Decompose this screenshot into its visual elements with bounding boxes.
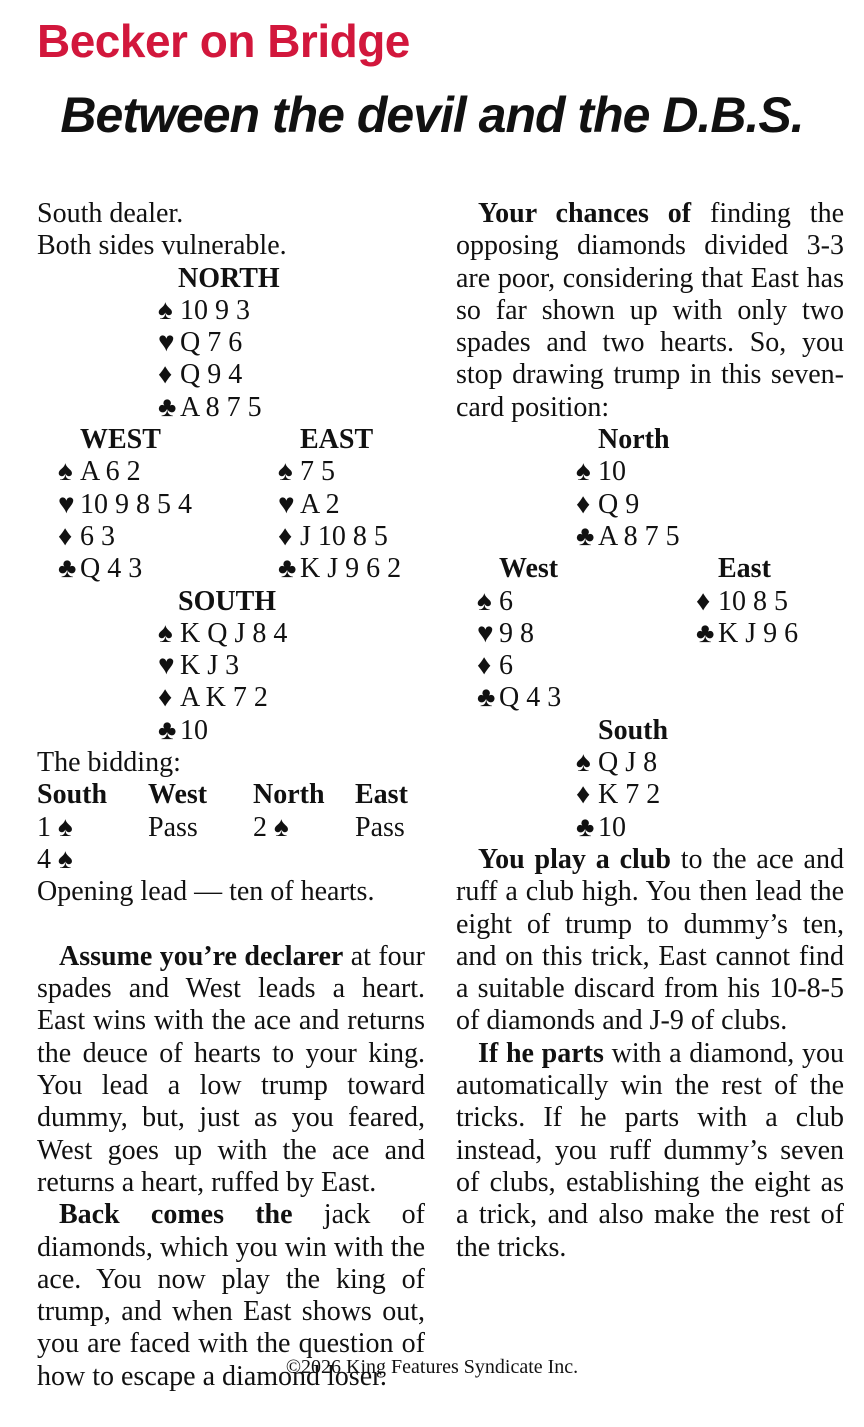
left-column [37,198,425,1392]
position-south-clubs: ♣ 10 [576,811,626,843]
position-east-clubs: ♣ K J 9 6 [696,617,799,649]
west-diamonds: ♦ 6 3 [58,520,115,552]
position-north-title: North [598,424,670,456]
bidding-row [37,844,425,876]
article-left [37,941,425,1393]
position-west-title: West [499,553,559,585]
south-hearts: ♥ K J 3 [158,650,240,682]
spade-icon: ♠ [278,456,293,488]
club-icon: ♣ [158,714,177,746]
paragraph: If he parts with a diamond, you automatically win the rest of the tricks. If he parts with a club instead, you ruff dummy’s seven of clubs, establishing the eight as a trick, and also make the rest of the tricks. [456,1037,844,1263]
spade-icon: ♠ [158,294,173,326]
heart-icon: ♥ [58,488,75,520]
bid-cell: 1 ♠ [37,811,73,843]
club-icon: ♣ [477,682,496,714]
paragraph: Your chances of finding the opposing diamonds divided 3-3 are poor, considering that East has so far shown up with only two spades and two hearts. So, you stop drawing trump in this seven-card position: [456,198,845,423]
bid-cell: 2 ♠ [253,811,289,843]
north-diamonds: ♦ Q 9 4 [158,359,243,391]
spade-icon: ♠ [576,747,591,779]
spade-icon: ♠ [576,456,591,488]
club-icon: ♣ [278,553,297,585]
position-north-spades: ♠ 10 [576,456,626,488]
spade-icon: ♠ [477,585,492,617]
position-north-diamonds: ♦ Q 9 [576,488,640,520]
club-icon: ♣ [576,811,595,843]
diamond-icon: ♦ [576,779,591,811]
copyright: ©2026 King Features Syndicate Inc. [285,1356,579,1378]
west-title: WEST [80,424,161,456]
diamond-icon: ♦ [278,520,293,552]
headline: Between the devil and the D.B.S. [60,87,804,143]
bid-cell: Pass [148,811,198,843]
west-spades: ♠ A 6 2 [58,456,141,488]
vulnerability-line: Both sides vulnerable. [37,230,287,262]
position-west-clubs: ♣ Q 4 3 [477,682,562,714]
position-west-hearts: ♥ 9 8 [477,617,534,649]
diamond-icon: ♦ [158,359,173,391]
bid-cell: 4 ♠ [37,843,73,875]
diamond-icon: ♦ [158,682,173,714]
diamond-icon: ♦ [477,650,492,682]
north-clubs: ♣ A 8 7 5 [158,391,262,423]
spade-icon: ♠ [58,456,73,488]
north-spades: ♠ 10 9 3 [158,294,250,326]
heart-icon: ♥ [158,327,175,359]
right-column [456,198,844,1264]
heart-icon: ♥ [278,488,295,520]
east-hearts: ♥ A 2 [278,488,340,520]
position-south-spades: ♠ Q J 8 [576,747,658,779]
east-clubs: ♣ K J 9 6 2 [278,553,402,585]
diamond-icon: ♦ [576,488,591,520]
opening-lead: Opening lead — ten of hearts. [37,876,375,908]
north-title: NORTH [178,262,280,294]
bid-cell: Pass [355,811,405,843]
west-hearts: ♥ 10 9 8 5 4 [58,488,192,520]
article-right-bottom [456,844,844,1264]
club-icon: ♣ [58,553,77,585]
bidding-row [37,812,425,844]
bidding-header-row [37,779,425,811]
position-north-clubs: ♣ A 8 7 5 [576,520,680,552]
club-icon: ♣ [158,391,177,423]
position-east-diamonds: ♦ 10 8 5 [696,585,788,617]
east-diamonds: ♦ J 10 8 5 [278,520,388,552]
spade-icon: ♠ [158,617,173,649]
column-brand-title: Becker on Bridge [37,15,410,67]
club-icon: ♣ [576,520,595,552]
position-south-diamonds: ♦ K 7 2 [576,779,661,811]
dealer-line: South dealer. [37,198,184,229]
south-spades: ♠ K Q J 8 4 [158,617,288,649]
south-clubs: ♣ 10 [158,714,208,746]
position-west-spades: ♠ 6 [477,585,513,617]
position-south-title: South [598,714,669,746]
club-icon: ♣ [696,617,715,649]
position-east-title: East [718,553,771,585]
bidding-header-east: East [355,779,408,811]
paragraph: Assume you’re declarer at four spades and West leads a heart. East wins with the ace and returns the deuce of hearts to your king. You lead a low trump toward dummy, but, just as you feared, West goes up with the ace and returns a heart, ruffed by East. [37,940,425,1198]
paragraph: You play a club to the ace and ruff a club high. You then lead the eight of trump to dummy’s ten, and on this trick, East cannot find a suitable discard from his 10-8-5 of diamonds and J-9 of clubs. [456,843,844,1037]
east-title: EAST [300,424,374,456]
position-west-diamonds: ♦ 6 [477,650,513,682]
bidding-header-north: North [253,779,325,811]
heart-icon: ♥ [477,617,494,649]
bidding-label: The bidding: [37,747,181,779]
paragraph: Back comes the jack of diamonds, which you win with the ace. You now play the king of trump, and when East shows out, you are faced with the question of how to escape a diamond loser. [37,1199,425,1392]
bidding-header-south: South [37,779,108,811]
diamond-icon: ♦ [696,585,711,617]
north-hearts: ♥ Q 7 6 [158,327,243,359]
south-title: SOUTH [178,585,277,617]
east-spades: ♠ 7 5 [278,456,335,488]
south-diamonds: ♦ A K 7 2 [158,682,268,714]
bidding-header-west: West [148,779,208,811]
article-right [456,198,844,424]
diamond-icon: ♦ [58,520,73,552]
west-clubs: ♣ Q 4 3 [58,553,143,585]
heart-icon: ♥ [158,650,175,682]
